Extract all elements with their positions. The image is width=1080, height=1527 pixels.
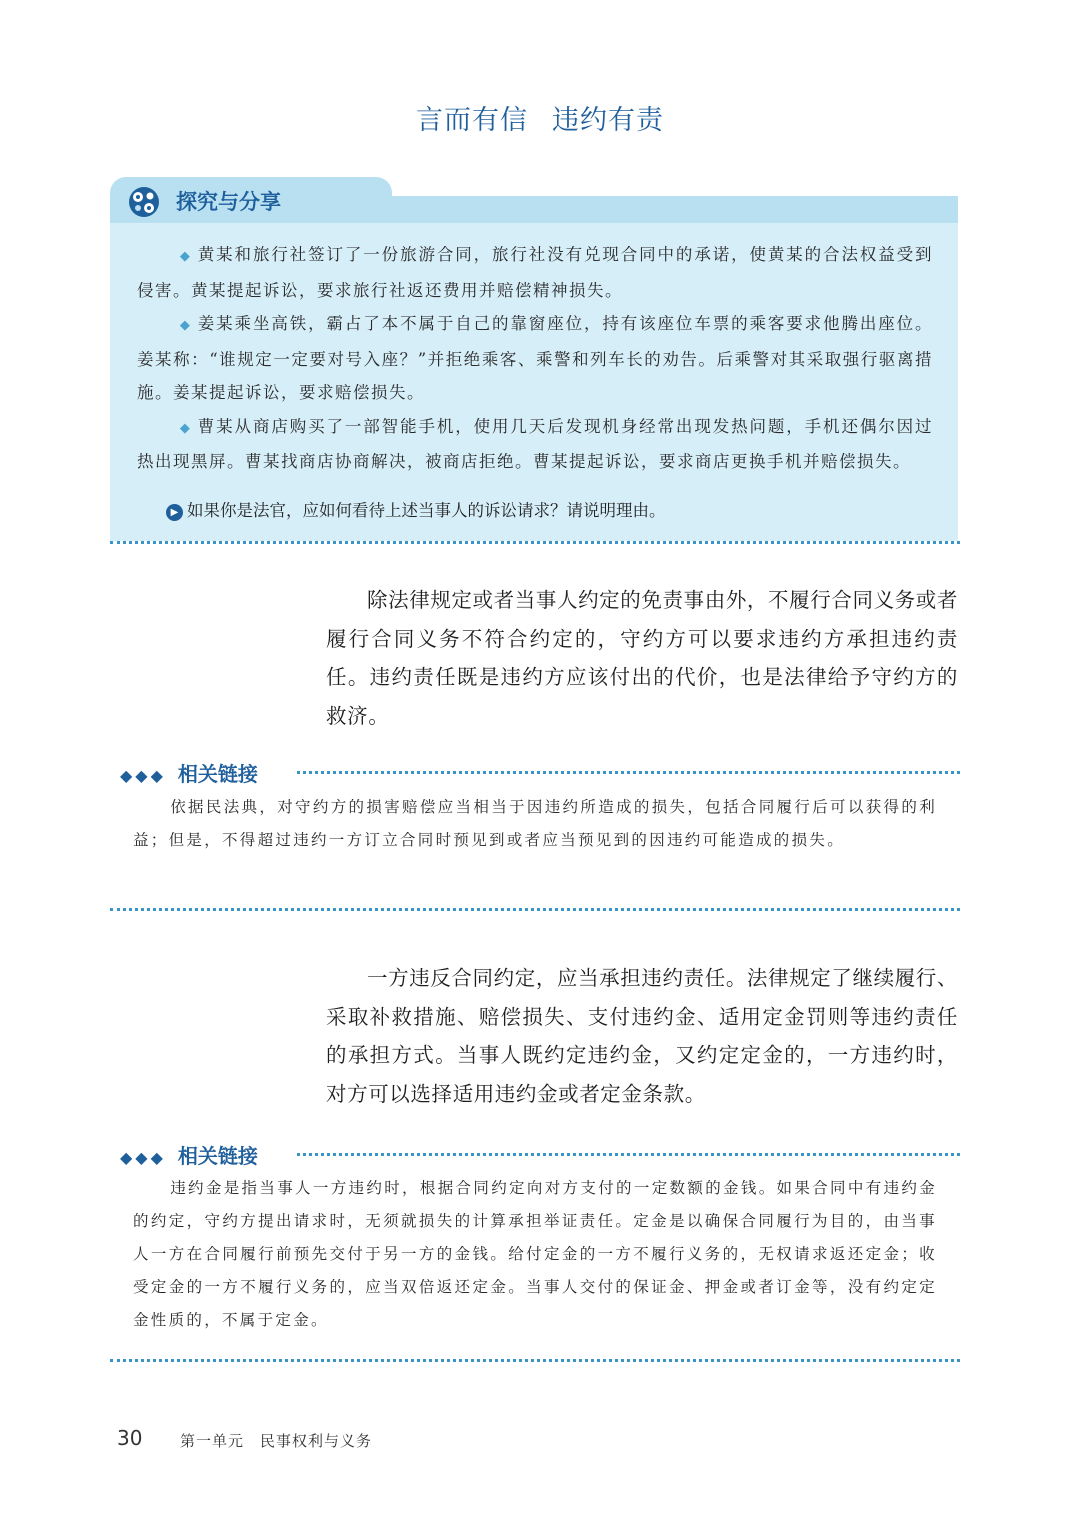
body-paragraph-1: 除法律规定或者当事人约定的免责事由外，不履行合同义务或者履行合同义务不符合约定的，守约方可以要求违约方承担违约责任。违约责任既是违约方应该付出的代价，也是法律给予守约方的救济。 (326, 588, 958, 728)
explore-title: 探究与分享 (176, 190, 281, 214)
triple-diamond-icon: ◆◆◆ (120, 1148, 166, 1167)
related-link-heading-1: ◆◆◆ 相关链接 (120, 762, 258, 786)
page-title (0, 98, 1080, 137)
dotted-divider (110, 1359, 960, 1362)
triple-diamond-icon: ◆◆◆ (120, 766, 166, 785)
diamond-bullet-icon: ◆ (179, 249, 192, 264)
case-paragraph: ◆ 黄某和旅行社签订了一份旅游合同，旅行社没有兑现合同中的承诺，使黄某的合法权益受到侵害。黄某提起诉讼，要求旅行社返还费用并赔偿精神损失。 (137, 245, 934, 300)
dotted-divider (110, 541, 960, 544)
diamond-bullet-icon: ◆ (179, 318, 192, 333)
case-paragraph: ◆ 姜某乘坐高铁，霸占了本不属于自己的靠窗座位，持有该座位车票的乘客要求他腾出座位。姜某称：“谁规定一定要对号入座？”并拒绝乘客、乘警和列车长的劝告。后乘警对其采取强行驱离措施。姜某提起诉讼，要求赔偿损失。 (137, 314, 934, 402)
dotted-divider (110, 908, 960, 911)
related-link-text-1: 依据民法典，对守约方的损害赔偿应当相当于因违约所造成的损失，包括合同履行后可以获得的利益；但是，不得超过违约一方订立合同时预见到或者应当预见到的因违约可能造成的损失。 (133, 798, 937, 849)
body-paragraph-2: 一方违反合同约定，应当承担违约责任。法律规定了继续履行、采取补救措施、赔偿损失、支付违约金、适用定金罚则等违约责任的承担方式。当事人既约定违约金，又约定定金的，一方违约时，对方可以选择适用违约金或者定金条款。 (326, 966, 958, 1106)
related-link-text-2: 违约金是指当事人一方违约时，根据合同约定向对方支付的一定数额的金钱。如果合同中有违约金的约定，守约方提出请求时，无须就损失的计算承担举证责任。定金是以确保合同履行为目的，由当事人一方在合同履行前预先交付于另一方的金钱。给付定金的一方不履行义务的，无权请求返还定金；收受定金的一方不履行义务的，应当双倍返还定金。当事人交付的保证金、押金或者订金等，没有约定定金性质的，不属于定金。 (133, 1179, 937, 1329)
unit-title: 民事权利与义务 (260, 1432, 373, 1450)
page-number: 30 (117, 1426, 143, 1450)
heading-dotted-line (297, 1153, 960, 1156)
diamond-bullet-icon: ◆ (179, 420, 192, 436)
title-part-2: 违约有责 (552, 105, 664, 136)
explore-cases (137, 238, 933, 479)
heading-dotted-line (297, 771, 960, 774)
explore-question: ▶ 如果你是法官，应如何看待上述当事人的诉讼请求？请说明理由。 (166, 497, 666, 521)
related-link-heading-2: ◆◆◆ 相关链接 (120, 1144, 258, 1168)
case-paragraph: ◆ 曹某从商店购买了一部智能手机，使用几天后发现机身经常出现发热问题，手机还偶尔因过热出现黑屏。曹某找商店协商解决，被商店拒绝。曹某提起诉讼，要求商店更换手机并赔偿损失。 (137, 416, 934, 471)
running-footer (180, 1430, 372, 1451)
unit-label: 第一单元 (180, 1432, 245, 1450)
puzzle-globe-icon (126, 184, 162, 220)
play-arrow-icon: ▶ (166, 504, 183, 521)
title-part-1: 言而有信 (416, 105, 528, 136)
